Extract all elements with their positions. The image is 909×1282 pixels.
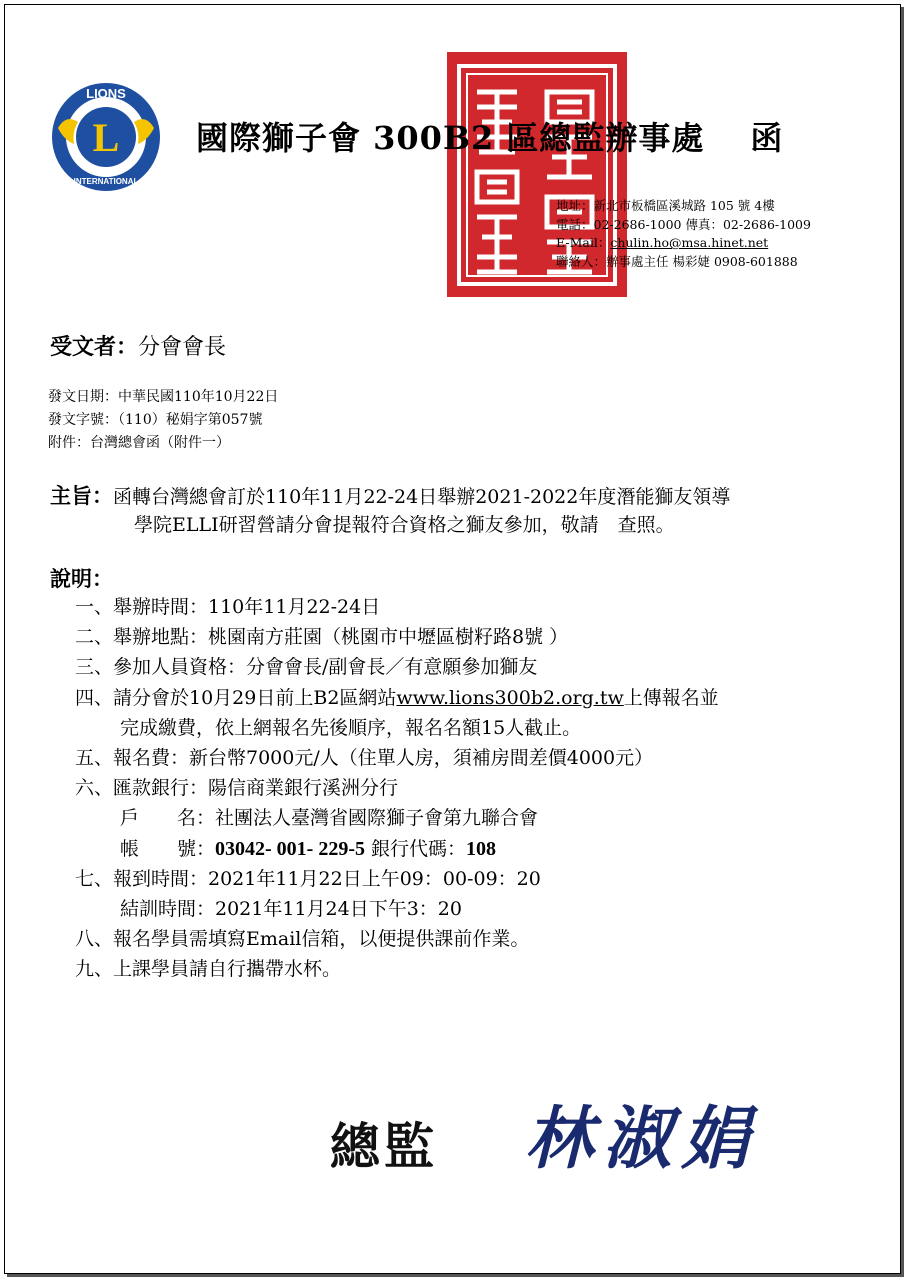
issue-number: 發文字號：（110）秘娟字第057號 [48, 412, 263, 428]
district-website-link[interactable]: www.lions300b2.org.tw [396, 686, 624, 709]
lions-logo [44, 80, 168, 194]
closing-time: 結訓時間：2021年11月24日下午3：20 [120, 898, 462, 921]
recipient-value: 分會會長 [138, 335, 227, 360]
contact-email-link[interactable]: chulin.ho@msa.hinet.net [610, 235, 769, 251]
document-meta [48, 386, 278, 455]
contact-phone: 電話：02-2686-1000 傳真：02-2686-1009 [556, 216, 811, 232]
issuer-name: 國際獅子會 300B2 區總監辦事處 [196, 119, 705, 157]
subject-block [50, 482, 870, 539]
explanation-heading: 說明： [50, 566, 113, 591]
subject-line-1: 函轉台灣總會訂於110年11月22-24日舉辦2021-2022年度潛能獅友領導 [113, 486, 731, 508]
list-item: 九、上課學員請自行攜帶水杯。 [75, 958, 342, 981]
document-type: 函 [750, 119, 784, 157]
attachment-line: 附件：台灣總會函（附件一） [48, 435, 230, 451]
list-item-continuation: 完成繳費，依上網報名先後順序，報名名額15人截止。 [120, 716, 582, 739]
logo-letter: L [92, 115, 120, 160]
account-number-label: 帳 號： [120, 837, 216, 860]
logo-top-text: LIONS [86, 86, 126, 101]
item4-text-end: 上傳報名並 [623, 686, 719, 709]
list-item: 二、舉辦地點：桃園南方莊園（桃園市中壢區樹籽路8號 ） [75, 626, 569, 649]
account-name: 戶 名：社團法人臺灣省國際獅子會第九聯合會 [120, 807, 539, 830]
explanation-list [75, 592, 875, 985]
list-item: 七、報到時間：2021年11月22日上午09：00-09：20 [75, 867, 541, 890]
list-item: 五、報名費：新台幣7000元/人（住單人房，須補房間差價4000元） [75, 747, 654, 770]
bank-code: 108 [466, 837, 497, 860]
list-item: 六、匯款銀行：陽信商業銀行溪洲分行 [75, 777, 399, 800]
account-number-row [75, 834, 875, 864]
list-item [75, 683, 875, 713]
logo-bottom-text: INTERNATIONAL [73, 177, 139, 186]
recipient-label: 受文者： [50, 334, 139, 360]
signer-title: 總監 [330, 1117, 438, 1176]
item4-text: 四、請分會於10月29日前上B2區網站 [75, 686, 397, 709]
bank-code-label: 銀行代碼： [365, 837, 467, 860]
signature-block [330, 1085, 800, 1179]
contact-email-label: E-Mail： [556, 235, 611, 251]
recipient-line [50, 330, 226, 361]
subject-label: 主旨： [50, 483, 113, 508]
list-item: 一、舉辦時間：110年11月22-24日 [75, 596, 381, 618]
issue-date: 發文日期：中華民國110年10月22日 [48, 389, 279, 405]
contact-person: 聯絡人：辦事處主任 楊彩婕 0908-601888 [556, 253, 798, 269]
account-number: 03042- 001- 229-5 [215, 837, 365, 860]
contact-block [556, 197, 811, 271]
signer-name: 林淑娟 [525, 1099, 760, 1179]
list-item: 三、參加人員資格：分會會長/副會長／有意願參加獅友 [75, 656, 538, 679]
list-item: 八、報名學員需填寫Email信箱，以便提供課前作業。 [75, 928, 530, 951]
contact-address: 地址：新北市板橋區溪城路 105 號 4樓 [556, 198, 775, 213]
document-title [196, 113, 783, 159]
subject-line-2: 學院ELLI研習營請分會提報符合資格之獅友參加，敬請 查照。 [134, 514, 675, 536]
contact-email-row [556, 234, 811, 253]
